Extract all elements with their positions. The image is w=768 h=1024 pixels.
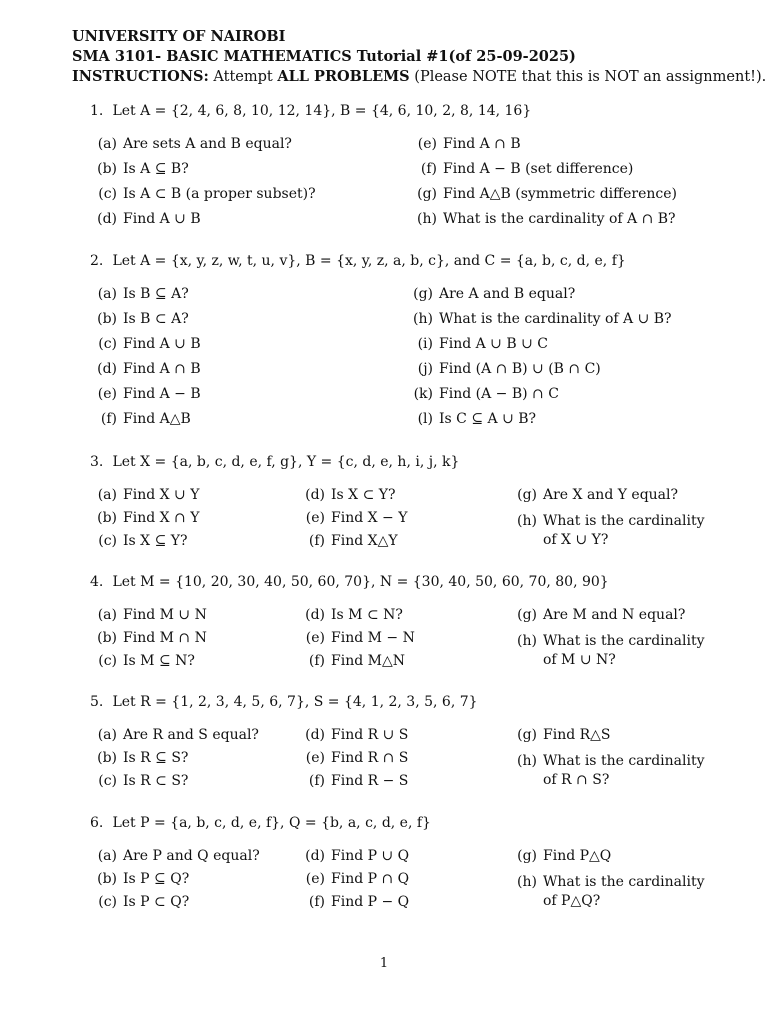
item-label: (a)	[97, 286, 117, 302]
item-text: Are A and B equal?	[439, 286, 576, 302]
problem-number: 1.	[90, 103, 104, 119]
question-item	[298, 532, 398, 551]
question-item	[90, 310, 189, 329]
item-text: Find R△S	[543, 727, 611, 743]
item-label: (f)	[420, 161, 437, 177]
problem-number: 3.	[90, 454, 104, 470]
problem-stem	[90, 692, 750, 712]
item-label: (h)	[517, 874, 537, 890]
question-item	[410, 135, 521, 154]
item-label: (j)	[417, 361, 433, 377]
problem-statement: Let M = {10, 20, 30, 40, 50, 60, 70}, N = {30, 40, 50, 60, 70, 80, 90}	[112, 574, 609, 590]
item-label: (g)	[413, 286, 433, 302]
question-item	[298, 749, 408, 768]
item-label: (h)	[517, 633, 537, 649]
item-text: Is R ⊂ S?	[123, 773, 189, 789]
item-label: (e)	[305, 871, 325, 887]
item-label: (g)	[517, 848, 537, 864]
problem-statement: Let R = {1, 2, 3, 4, 5, 6, 7}, S = {4, 1, 2, 3, 5, 6, 7}	[112, 694, 478, 710]
problem-statement: Let X = {a, b, c, d, e, f, g}, Y = {c, d, e, h, i, j, k}	[112, 454, 460, 470]
item-text: Is M ⊂ N?	[331, 607, 403, 623]
problem-stem	[90, 813, 750, 833]
question-item	[298, 847, 409, 866]
item-text: Find A△B	[123, 411, 191, 427]
item-label: (c)	[98, 186, 117, 202]
problem-5	[90, 692, 750, 792]
item-text: What is the cardinality of M ∪ N?	[543, 633, 705, 668]
item-text: Find X ∪ Y	[123, 487, 200, 503]
course-title: SMA 3101- BASIC MATHEMATICS Tutorial #1(of 25-09-2025)	[72, 48, 576, 65]
item-label: (c)	[98, 653, 117, 669]
item-label: (b)	[97, 510, 117, 526]
question-item	[510, 486, 678, 505]
item-text: Are R and S equal?	[123, 727, 259, 743]
item-label: (c)	[98, 336, 117, 352]
item-text: Find R ∩ S	[331, 750, 409, 766]
item-text: Is A ⊂ B (a proper subset)?	[123, 186, 316, 202]
item-label: (b)	[97, 750, 117, 766]
question-item	[90, 385, 201, 404]
item-text: Find A ∩ B	[123, 361, 201, 377]
item-label: (k)	[413, 386, 433, 402]
item-label: (d)	[305, 607, 325, 623]
problem-statement: Let A = {x, y, z, w, t, u, v}, B = {x, y, z, a, b, c}, and C = {a, b, c, d, e, f}	[112, 253, 626, 269]
item-label: (f)	[308, 533, 325, 549]
item-label: (d)	[97, 211, 117, 227]
item-label: (f)	[308, 894, 325, 910]
item-text: Find (A − B) ∩ C	[439, 386, 559, 402]
question-item	[90, 210, 201, 229]
item-text: Is P ⊆ Q?	[123, 871, 190, 887]
item-label: (f)	[308, 653, 325, 669]
question-item	[510, 847, 611, 866]
question-item	[90, 509, 199, 528]
question-item	[510, 752, 750, 790]
item-label: (a)	[97, 607, 117, 623]
question-item	[90, 532, 188, 551]
item-label: (a)	[97, 727, 117, 743]
item-text: What is the cardinality of X ∪ Y?	[543, 513, 705, 548]
question-item	[90, 847, 260, 866]
question-item	[90, 160, 189, 179]
item-text: Find (A ∩ B) ∪ (B ∩ C)	[439, 361, 601, 377]
question-item	[406, 310, 672, 329]
item-label: (d)	[97, 361, 117, 377]
item-label: (h)	[517, 753, 537, 769]
item-label: (c)	[98, 894, 117, 910]
item-label: (h)	[417, 211, 437, 227]
item-text: Find X ∩ Y	[123, 510, 200, 526]
item-label: (g)	[517, 607, 537, 623]
page-number: 1	[379, 956, 389, 971]
problem-statement: Let P = {a, b, c, d, e, f}, Q = {b, a, c, d, e, f}	[112, 815, 431, 831]
item-label: (c)	[98, 773, 117, 789]
item-text: Are sets A and B equal?	[123, 136, 292, 152]
problem-statement: Let A = {2, 4, 6, 8, 10, 12, 14}, B = {4, 6, 10, 2, 8, 14, 16}	[112, 103, 532, 119]
item-label: (g)	[417, 186, 437, 202]
problem-4	[90, 572, 750, 672]
question-item	[406, 360, 601, 379]
question-item	[90, 606, 207, 625]
question-item	[298, 870, 409, 889]
item-label: (b)	[97, 311, 117, 327]
item-text: Find P ∪ Q	[331, 848, 410, 864]
item-text: Find P − Q	[331, 894, 410, 910]
item-text: Find X△Y	[331, 533, 398, 549]
item-text: What is the cardinality of R ∩ S?	[543, 753, 705, 788]
item-text: Find M ∪ N	[123, 607, 207, 623]
question-item	[298, 486, 396, 505]
item-label: (f)	[100, 411, 117, 427]
item-label: (g)	[517, 727, 537, 743]
question-item	[298, 606, 403, 625]
item-text: Is M ⊆ N?	[123, 653, 195, 669]
item-label: (l)	[417, 411, 433, 427]
question-item	[406, 335, 548, 354]
item-text: What is the cardinality of A ∪ B?	[439, 311, 672, 327]
item-text: Find M − N	[331, 630, 415, 646]
question-item	[90, 135, 292, 154]
question-item	[406, 385, 559, 404]
problem-stem	[90, 101, 750, 121]
item-text: Find A ∪ B	[123, 336, 201, 352]
item-text: Is C ⊆ A ∪ B?	[439, 411, 537, 427]
question-item	[90, 726, 259, 745]
item-label: (c)	[98, 533, 117, 549]
item-text: Find A ∩ B	[443, 136, 521, 152]
problem-stem	[90, 251, 750, 271]
problem-2	[90, 251, 750, 431]
item-label: (a)	[97, 136, 117, 152]
item-text: What is the cardinality of P△Q?	[543, 874, 705, 909]
item-label: (h)	[413, 311, 433, 327]
question-item	[90, 410, 191, 429]
item-text: Find X − Y	[331, 510, 408, 526]
instructions-label: INSTRUCTIONS:	[72, 68, 209, 85]
problem-number: 2.	[90, 253, 104, 269]
question-item	[90, 772, 188, 791]
question-item	[510, 512, 750, 550]
question-item	[410, 210, 676, 229]
item-text: Is X ⊆ Y?	[123, 533, 188, 549]
item-text: Find A − B (set difference)	[443, 161, 634, 177]
item-label: (d)	[305, 727, 325, 743]
item-text: Find M△N	[331, 653, 405, 669]
question-item	[90, 893, 189, 912]
item-label: (e)	[97, 386, 117, 402]
item-text: Is R ⊆ S?	[123, 750, 189, 766]
question-item	[90, 486, 199, 505]
item-label: (f)	[308, 773, 325, 789]
question-item	[406, 285, 575, 304]
item-label: (d)	[305, 487, 325, 503]
question-item	[510, 873, 750, 911]
item-text: Find P△Q	[543, 848, 612, 864]
question-item	[90, 185, 316, 204]
university-name: UNIVERSITY OF NAIROBI	[72, 28, 286, 45]
item-label: (e)	[305, 510, 325, 526]
item-text: Find A ∪ B ∪ C	[439, 336, 548, 352]
problem-number: 6.	[90, 815, 104, 831]
question-item	[410, 160, 633, 179]
question-item	[298, 652, 405, 671]
item-label: (d)	[305, 848, 325, 864]
question-item	[90, 629, 207, 648]
item-text: Find A − B	[123, 386, 201, 402]
item-text: Is A ⊆ B?	[123, 161, 189, 177]
item-text: Are P and Q equal?	[123, 848, 260, 864]
instructions-text-2: (Please NOTE that this is NOT an assignment!).	[409, 69, 767, 85]
problem-stem	[90, 452, 750, 472]
item-label: (b)	[97, 161, 117, 177]
question-item	[510, 606, 685, 625]
question-item	[510, 726, 611, 745]
item-label: (a)	[97, 848, 117, 864]
item-label: (a)	[97, 487, 117, 503]
question-item	[90, 285, 189, 304]
item-text: Find R ∪ S	[331, 727, 409, 743]
question-item	[90, 749, 188, 768]
question-item	[90, 360, 201, 379]
instructions	[72, 67, 766, 87]
problem-stem	[90, 572, 750, 592]
question-item	[298, 629, 415, 648]
question-item	[90, 335, 201, 354]
question-item	[90, 652, 195, 671]
item-label: (g)	[517, 487, 537, 503]
item-text: Is B ⊆ A?	[123, 286, 189, 302]
question-item	[410, 185, 677, 204]
item-text: Is B ⊂ A?	[123, 311, 189, 327]
problem-1	[90, 101, 750, 231]
item-text: Are M and N equal?	[543, 607, 686, 623]
item-label: (h)	[517, 513, 537, 529]
problem-6	[90, 813, 750, 913]
item-text: Is X ⊂ Y?	[331, 487, 396, 503]
item-text: Find R − S	[331, 773, 409, 789]
problem-number: 4.	[90, 574, 104, 590]
item-text: Is P ⊂ Q?	[123, 894, 190, 910]
question-item	[298, 772, 408, 791]
item-text: Find M ∩ N	[123, 630, 207, 646]
instructions-emphasis: ALL PROBLEMS	[277, 68, 410, 85]
item-label: (b)	[97, 871, 117, 887]
item-label: (b)	[97, 630, 117, 646]
item-text: Find A ∪ B	[123, 211, 201, 227]
item-label: (e)	[417, 136, 437, 152]
instructions-text-1: Attempt	[208, 69, 278, 85]
item-label: (e)	[305, 630, 325, 646]
problem-3	[90, 452, 750, 552]
question-item	[298, 893, 409, 912]
item-text: Find P ∩ Q	[331, 871, 410, 887]
question-item	[298, 509, 407, 528]
item-text: Find A△B (symmetric difference)	[443, 186, 677, 202]
question-item	[90, 870, 189, 889]
item-label: (e)	[305, 750, 325, 766]
question-item	[510, 632, 750, 670]
item-label: (i)	[417, 336, 433, 352]
question-item	[406, 410, 536, 429]
question-item	[298, 726, 408, 745]
item-text: What is the cardinality of A ∩ B?	[443, 211, 676, 227]
problem-number: 5.	[90, 694, 104, 710]
item-text: Are X and Y equal?	[543, 487, 679, 503]
